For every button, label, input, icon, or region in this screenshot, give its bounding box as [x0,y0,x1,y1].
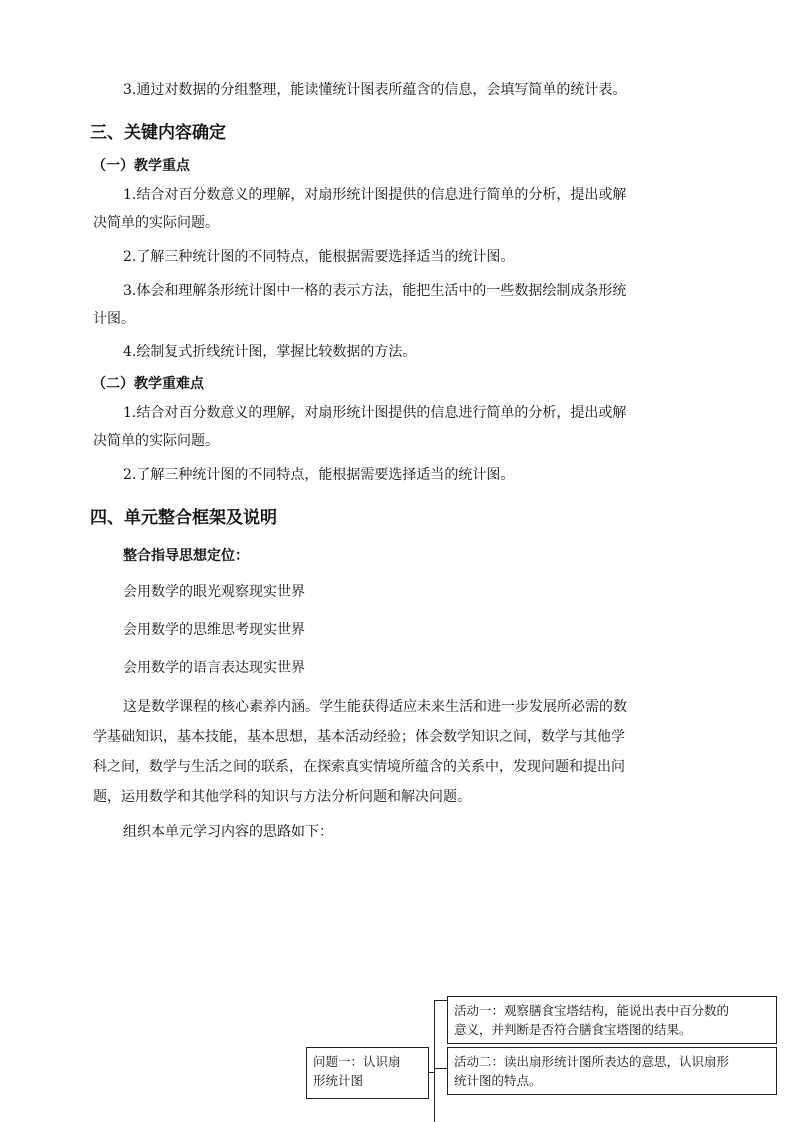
guiding-idea-subheading: 整合指导思想定位： [123,548,249,564]
focus-item-2: 2.了解三种统计图的不同特点，能根据需要选择适当的统计图。 [123,249,515,265]
difficulty-item-1-line-1: 1.结合对百分数意义的理解，对扇形统计图提供的信息进行简单的分析，提出或解 [123,405,627,421]
objective-3: 3.通过对数据的分组整理，能读懂统计图表所蕴含的信息，会填写简单的统计表。 [123,82,627,98]
problem-1-line-2: 形统计图 [313,1073,364,1088]
activity-1-line-2: 意义，并判断是否符合膳食宝塔图的结果。 [454,1022,692,1037]
problem-1-box [306,1047,429,1099]
literacy-line-2: 会用数学的思维思考现实世界 [123,622,305,638]
core-literacy-paragraph-line-2: 学基础知识，基本技能，基本思想，基本活动经验；体会数学知识之间，数学与其他学 [93,729,625,745]
difficulty-heading: （二）教学重难点 [92,376,204,392]
core-literacy-paragraph-line-1: 这是数学课程的核心素养内涵。学生能获得适应未来生活和进一步发展所必需的数 [123,699,627,715]
section-3-heading: 三、关键内容确定 [90,123,226,143]
focus-item-4: 4.绘制复式折线统计图，掌握比较数据的方法。 [123,344,417,360]
activity-2-box [447,1047,777,1095]
focus-item-1-line-2: 决简单的实际问题。 [93,215,219,231]
activity-1-box [447,996,777,1044]
literacy-line-1: 会用数学的眼光观察现实世界 [123,584,305,600]
focus-item-3-line-1: 3.体会和理解条形统计图中一格的表示方法，能把生活中的一些数据绘制成条形统 [123,283,627,299]
activity-2-line-1: 活动二：读出扇形统计图所表达的意思，认识扇形 [454,1054,730,1069]
activity-1-line-1: 活动一：观察膳食宝塔结构，能说出表中百分数的 [454,1003,730,1018]
activity-2-line-2: 统计图的特点。 [454,1073,542,1088]
difficulty-item-2: 2.了解三种统计图的不同特点，能根据需要选择适当的统计图。 [123,467,515,483]
difficulty-item-1-line-2: 决简单的实际问题。 [93,433,219,449]
connector-to-activity-1 [434,1000,447,1001]
problem-1-line-1: 问题一：认识扇 [313,1054,401,1069]
connector-vertical [434,1000,435,1122]
organization-intro: 组织本单元学习内容的思路如下： [123,824,333,840]
connector-to-activity-2 [434,1068,447,1069]
focus-heading: （一）教学重点 [92,158,190,174]
section-4-heading: 四、单元整合框架及说明 [90,508,277,528]
literacy-line-3: 会用数学的语言表达现实世界 [123,660,305,676]
core-literacy-paragraph-line-3: 科之间，数学与生活之间的联系，在探索真实情境所蕴含的关系中，发现问题和提出问 [93,759,625,775]
core-literacy-paragraph-line-4: 题，运用数学和其他学科的知识与方法分析问题和解决问题。 [93,789,471,805]
focus-item-3-line-2: 计图。 [93,311,135,327]
focus-item-1-line-1: 1.结合对百分数意义的理解，对扇形统计图提供的信息进行简单的分析，提出或解 [123,187,627,203]
